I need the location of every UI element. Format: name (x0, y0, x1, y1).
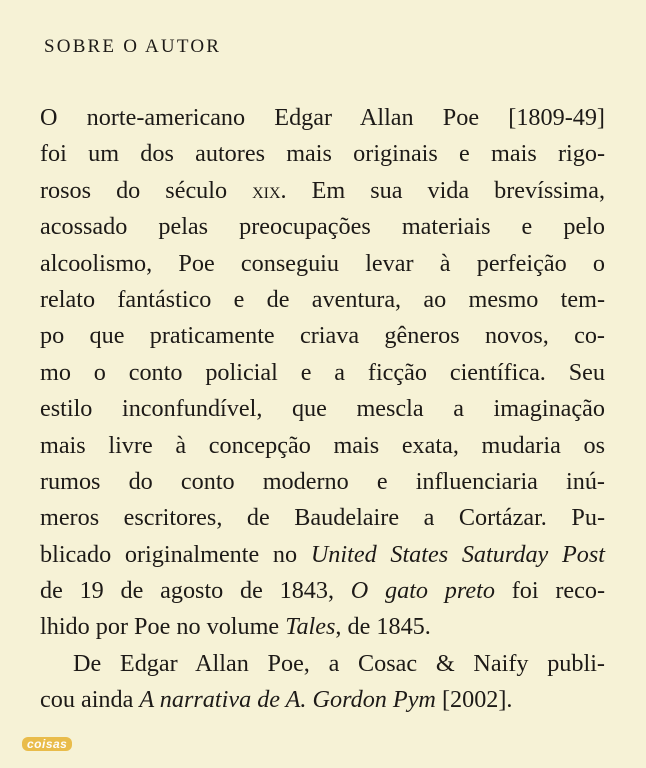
text-line: acossado pelas preocupações materiais e pelo (40, 213, 605, 241)
text-line: po que praticamente criava gêneros novos, co- (40, 322, 605, 350)
watermark-logo: coisas (22, 737, 72, 751)
text-line: rumos do conto moderno e influenciaria inú- (40, 467, 605, 495)
text-run: blicado originalmente no (40, 540, 311, 568)
text-line: mo o conto policial e a ficção científica. Seu (40, 358, 605, 386)
text-run: rosos do século (40, 176, 253, 204)
text-line: O norte-americano Edgar Allan Poe [1809-49] (40, 104, 605, 131)
text-run: [2002]. (435, 686, 513, 714)
text-line: foi um dos autores mais originais e mais rigo- (40, 140, 605, 168)
text-line (40, 609, 605, 645)
text-line: De Edgar Allan Poe, a Cosac & Naify publi- (73, 649, 605, 677)
text-run: foi reco- (494, 577, 605, 605)
book-title: A narrativa de A. Gordon Pym (139, 686, 436, 714)
century-numeral: xix (252, 177, 281, 203)
text-line: meros escritores, de Baudelaire a Cortázar. Pu- (40, 504, 605, 532)
text-run: . Em sua vida brevíssima, (280, 176, 605, 204)
text-run: de 19 de agosto de 1843, (40, 577, 351, 605)
author-bio (40, 100, 605, 719)
text-line: mais livre à concepção mais exata, mudaria os (40, 431, 605, 459)
volume-title: Tales (285, 613, 336, 641)
section-heading: SOBRE O AUTOR (44, 36, 222, 57)
story-title: O gato preto (350, 577, 495, 605)
text-line: alcoolismo, Poe conseguiu levar à perfeição o (40, 249, 605, 277)
text-line (40, 573, 605, 609)
text-run: lhido por Poe no volume (40, 613, 286, 641)
text-line (40, 682, 605, 718)
text-run: cou ainda (40, 686, 140, 714)
text-run: , de 1845. (335, 613, 431, 641)
text-line: relato fantástico e de aventura, ao mesmo tem- (40, 285, 605, 313)
publication-title: United States Saturday Post (310, 540, 605, 568)
text-line (40, 173, 605, 209)
text-line (40, 537, 605, 573)
text-line: estilo inconfundível, que mescla a imaginação (40, 395, 605, 423)
